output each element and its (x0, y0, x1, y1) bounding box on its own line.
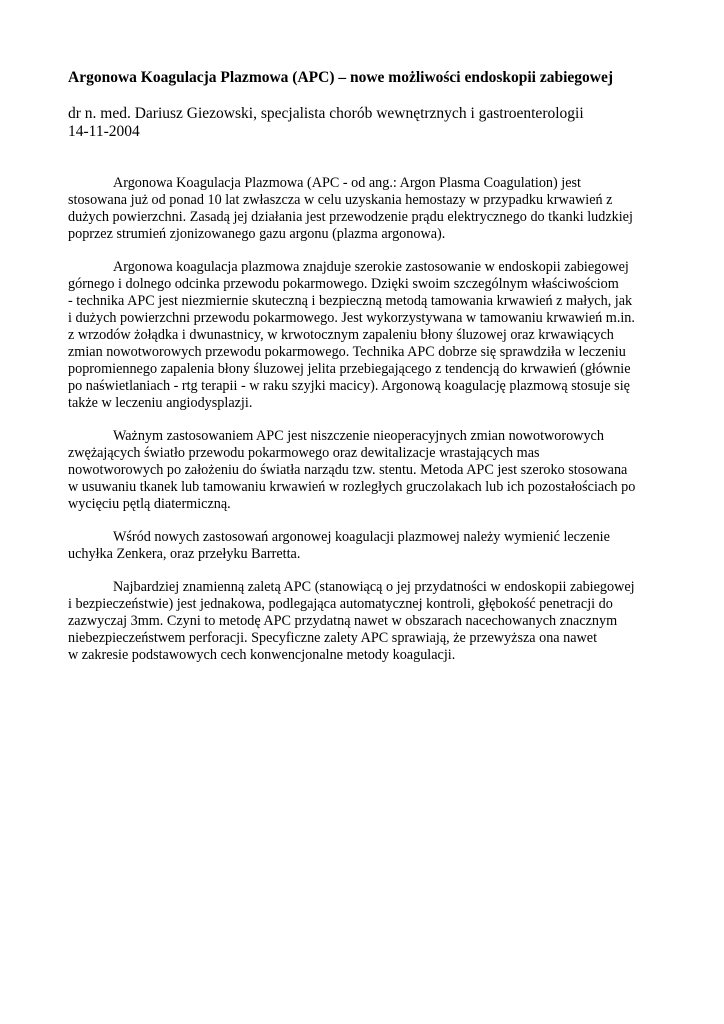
author-line: dr n. med. Dariusz Giezowski, specjalista chorób wewnętrznych i gastroenterologii (68, 105, 584, 122)
text-line: także w leczeniu angiodysplazji. (68, 395, 253, 411)
paragraph-5 (68, 579, 668, 664)
paragraph-3 (68, 428, 668, 513)
text-line: w usuwaniu tkanek lub tamowaniu krwawień w rozległych gruczolakach lub ich pozostałościach po (68, 479, 636, 495)
text-line: dużych powierzchni. Zasadą jej działania jest przewodzenie prądu elektrycznego do tkanki ludzkiej (68, 209, 633, 225)
text-line: popromiennego zapalenia błony śluzowej jelita przebiegającego z tendencją do krwawień (głównie (68, 361, 631, 377)
text-line: z wrzodów żołądka i dwunastnicy, w krwotocznym zapaleniu błony śluzowej oraz krwawiących (68, 327, 614, 343)
text-line: zmian nowotworowych przewodu pokarmowego. Technika APC dobrze się sprawdziła w leczeniu (68, 344, 626, 360)
paragraph-1 (68, 175, 668, 243)
date-line: 14-11-2004 (68, 123, 140, 140)
text-line: niebezpieczeństwem perforacji. Specyficzne zalety APC sprawiają, że przewyższa ona nawet (68, 630, 598, 646)
document-title: Argonowa Koagulacja Plazmowa (APC) – nowe możliwości endoskopii zabiegowej (68, 69, 614, 86)
paragraph-2 (68, 259, 668, 412)
text-line: w zakresie podstawowych cech konwencjonalne metody koagulacji. (68, 647, 456, 663)
text-line: poprzez strumień zjonizowanego gazu argonu (plazma argonowa). (68, 226, 446, 242)
text-line: i bezpieczeństwie) jest jednakowa, podlegająca automatycznej kontroli, głębokość penetracji do (68, 596, 613, 612)
text-line: - technika APC jest niezmiernie skuteczną i bezpieczną metodą tamowania krwawień z małych, jak (68, 293, 633, 309)
text-line: zwężających światło przewodu pokarmowego oraz dewitalizacje wrastających mas (68, 445, 540, 461)
text-line: Ważnym zastosowaniem APC jest niszczenie nieoperacyjnych zmian nowotworowych (113, 428, 604, 444)
text-line: po naświetlaniach - rtg terapii - w raku szyjki macicy). Argonową koagulację plazmową stosuje się (68, 378, 630, 394)
text-line: i dużych powierzchni przewodu pokarmowego. Jest wykorzystywana w tamowaniu krwawień m.in. (68, 310, 635, 326)
paragraph-4 (68, 529, 668, 563)
text-line: zazwyczaj 3mm. Czyni to metodę APC przydatną nawet w obszarach nacechowanych znacznym (68, 613, 618, 629)
text-line: stosowana już od ponad 10 lat zwłaszcza w celu uzyskania hemostazy w przypadku krwawień z (68, 192, 613, 208)
text-line: wycięciu pętlą diatermiczną. (68, 496, 231, 512)
text-line: nowotworowych po założeniu do światła narządu tzw. stentu. Metoda APC jest szeroko stosowana (68, 462, 628, 478)
text-line: Argonowa Koagulacja Plazmowa (APC - od ang.: Argon Plasma Coagulation) jest (113, 175, 581, 191)
text-line: Wśród nowych zastosowań argonowej koagulacji plazmowej należy wymienić leczenie (113, 529, 610, 545)
text-line: Najbardziej znamienną zaletą APC (stanowiącą o jej przydatności w endoskopii zabiegowej (113, 579, 635, 595)
text-line: Argonowa koagulacja plazmowa znajduje szerokie zastosowanie w endoskopii zabiegowej (113, 259, 629, 275)
text-line: górnego i dolnego odcinka przewodu pokarmowego. Dzięki swoim szczególnym właściwościom (68, 276, 619, 292)
article-body (68, 175, 668, 680)
text-line: uchyłka Zenkera, oraz przełyku Barretta. (68, 546, 301, 562)
